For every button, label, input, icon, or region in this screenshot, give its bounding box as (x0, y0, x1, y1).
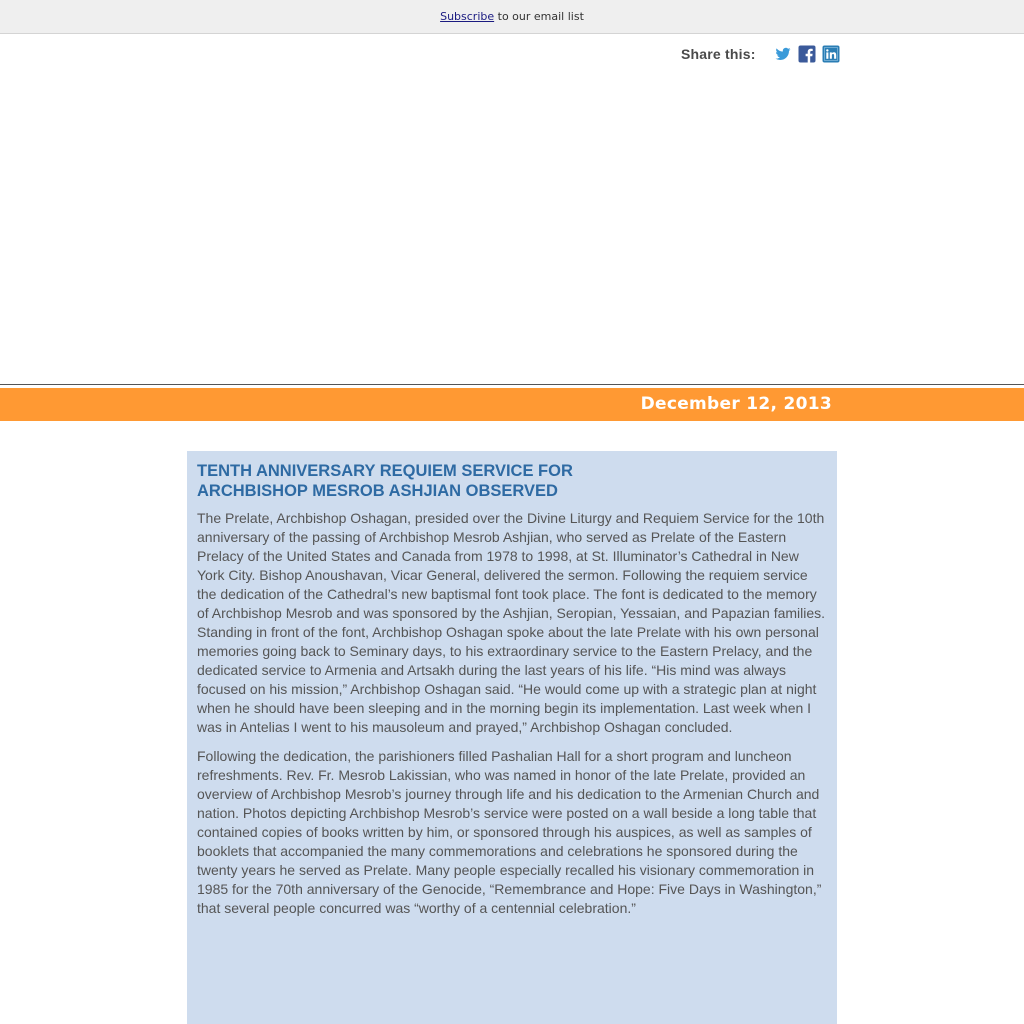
issue-date: December 12, 2013 (640, 394, 832, 414)
subscribe-bar (0, 0, 1024, 34)
share-label: Share this: (681, 46, 756, 62)
subscribe-link[interactable]: Subscribe (440, 10, 495, 23)
linkedin-icon[interactable] (822, 45, 840, 63)
share-bar (681, 44, 840, 64)
subscribe-suffix: to our email list (494, 10, 584, 23)
twitter-icon[interactable] (774, 45, 792, 63)
article-title: TENTH ANNIVERSARY REQUIEM SERVICE FOR ARCHBISHOP MESROB ASHJIAN OBSERVED (197, 462, 573, 500)
facebook-icon[interactable] (798, 45, 816, 63)
date-bar (0, 388, 1024, 421)
article-paragraph-2: Following the dedication, the parishioners filled Pashalian Hall for a short program and luncheon refreshments. Rev. Fr. Mesrob Lakissian, who was named in honor of the late Prelate, provided an overview of Archbishop Mesrob’s journey through life and his dedication to the Armenian Church and nation. Photos depicting Archbishop Mesrob’s service were posted on a wall beside a long table that contained copies of books written by him, or sponsored through his auspices, as well as samples of booklets that accompanied the many commemorations and celebrations he sponsored during the twenty years he served as Prelate. Many people especially recalled his visionary commemoration in 1985 for the 70th anniversary of the Genocide, “Remembrance and Hope: Five Days in Washington,” that several people concurred was “worthy of a centennial celebration.” (197, 748, 822, 916)
article-card (187, 451, 837, 1024)
header-divider (0, 384, 1024, 385)
article-paragraph-1: The Prelate, Archbishop Oshagan, presided over the Divine Liturgy and Requiem Service for the 10th anniversary of the passing of Archbishop Mesrob Ashjian, who served as Prelate of the Eastern Prelacy of the United States and Canada from 1978 to 1998, at St. Illuminator’s Cathedral in New York City. Bishop Anoushavan, Vicar General, delivered the sermon. Following the requiem service the dedication of the Cathedral’s new baptismal font took place. The font is dedicated to the memory of Archbishop Mesrob and was sponsored by the Ashjian, Seropian, Yessaian, and Papazian families. Standing in front of the font, Archbishop Oshagan spoke about the late Prelate with his own personal memories going back to Seminary days, to his extraordinary service to the Eastern Prelacy, and the dedicated service to Armenia and Artsakh during the last years of his life. “His mind was always focused on his mission,” Archbishop Oshagan said. “He would come up with a strategic plan at night when he should have been sleeping and in the morning begin its implementation. Last week when I was in Antelias I went to his mausoleum and prayed,” Archbishop Oshagan concluded. (197, 510, 826, 735)
